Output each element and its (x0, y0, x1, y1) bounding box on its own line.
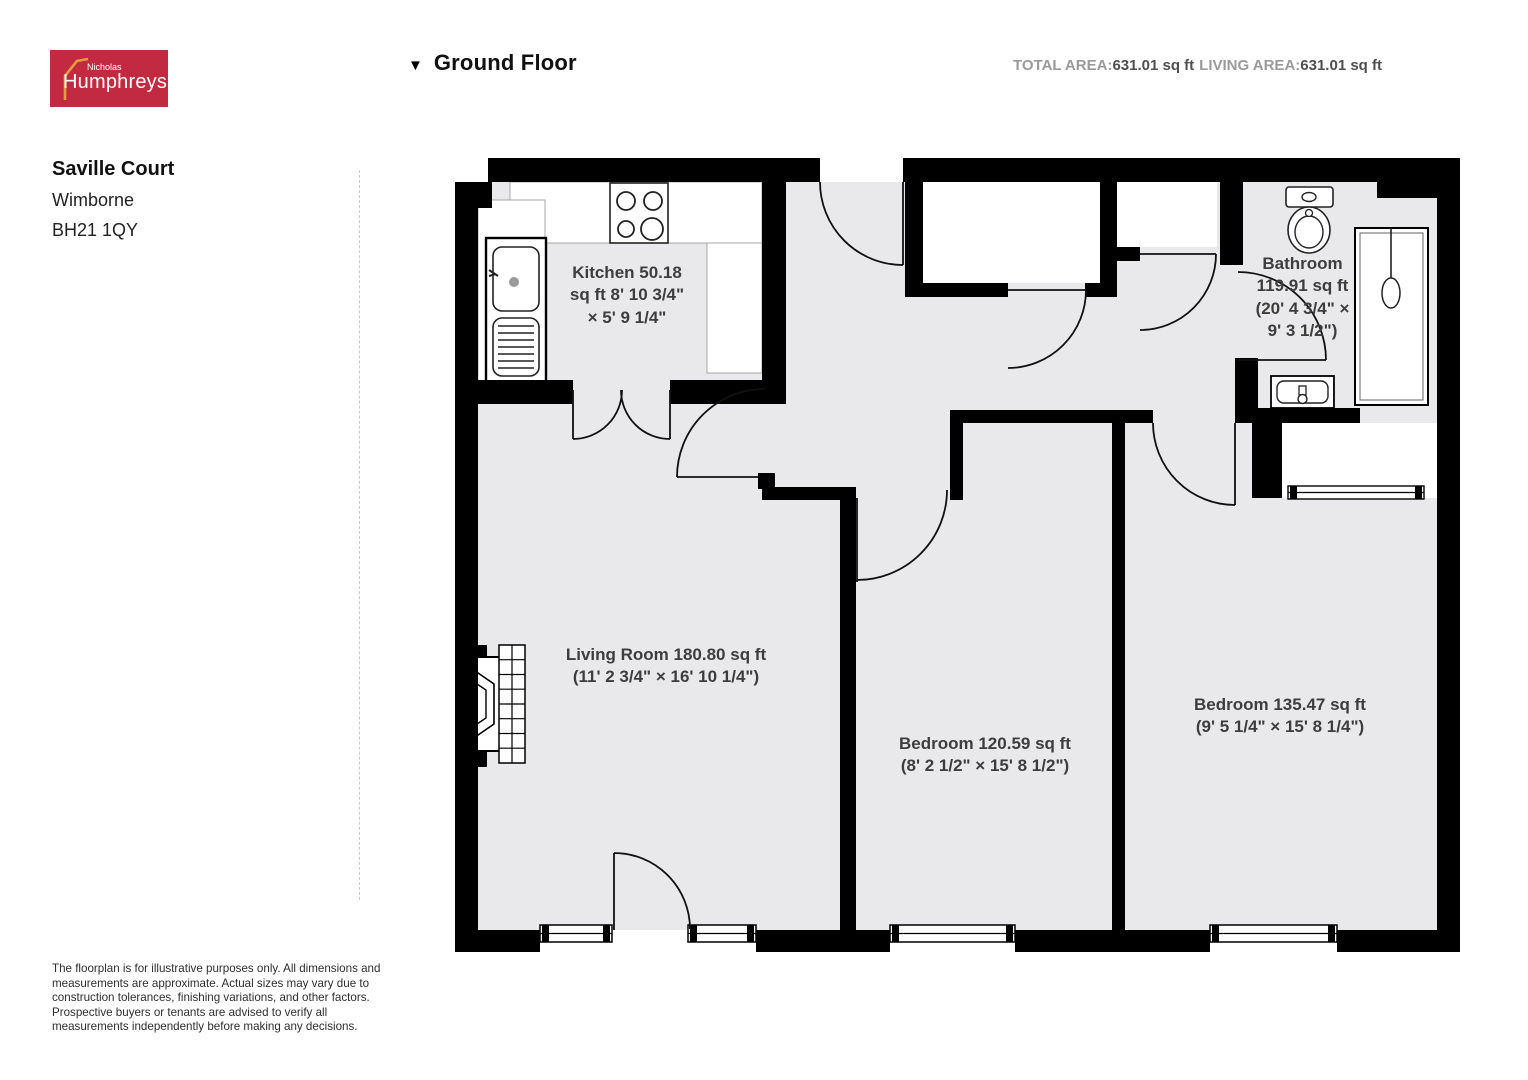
window (688, 925, 756, 942)
bathroom-label: Bathroom 119.91 sq ft (20' 4 3/4" × 9' 3 1/2") (1255, 254, 1350, 341)
window (890, 925, 1015, 942)
window (540, 925, 612, 942)
window (1210, 925, 1337, 942)
down-triangle-icon: ▼ (408, 56, 423, 74)
total-area-label: TOTAL AREA: (1012, 57, 1113, 74)
property-town: Wimborne (52, 190, 135, 210)
total-area-value: 631.01 sq ft (1112, 57, 1195, 74)
logo-top-text: Nicholas (87, 62, 122, 72)
property-name: Saville Court (52, 158, 175, 180)
kitchen-label: Kitchen 50.18 sq ft 8' 10 3/4" × 5' 9 1/4" (569, 263, 685, 327)
toilet-icon (1286, 187, 1333, 253)
living-area-value: 631.01 sq ft (1300, 57, 1382, 74)
hob-icon (610, 183, 668, 243)
bedroom1-label (865, 733, 1105, 778)
bedroom2-label-line2: (9' 5 1/4" × 15' 8 1/4") (1195, 717, 1365, 737)
sink-icon (486, 238, 546, 384)
logo-bottom-text: Humphreys (63, 71, 168, 93)
basin-icon (1271, 376, 1334, 408)
window (1288, 486, 1424, 499)
bedroom1-label-line1: Bedroom 120.59 sq ft (899, 734, 1071, 753)
property-postcode: BH21 1QY (52, 220, 139, 240)
shower-icon (1355, 228, 1428, 405)
floor-title-text: Ground Floor (433, 50, 577, 75)
living-room-label-line1: Living Room 180.80 sq ft (565, 645, 767, 664)
bedroom2-label (1150, 694, 1410, 739)
bedroom1-label-line2: (8' 2 1/2" × 15' 8 1/2") (900, 756, 1070, 776)
living-room-label (526, 644, 806, 689)
bedroom2-label-line1: Bedroom 135.47 sq ft (1194, 695, 1366, 714)
living-area-label: LIVING AREA: (1199, 57, 1301, 74)
disclaimer-text: The floorplan is for illustrative purposes only. All dimensions and measurements are approximate. Actual sizes may vary due to construction tolerances, finishing variations, and other factors. Prospective buyers or tenants are advised to verify all measurements independently before making any decisions. (52, 962, 381, 1034)
living-room-label-line2: (11' 2 3/4" × 16' 10 1/4") (572, 667, 760, 687)
